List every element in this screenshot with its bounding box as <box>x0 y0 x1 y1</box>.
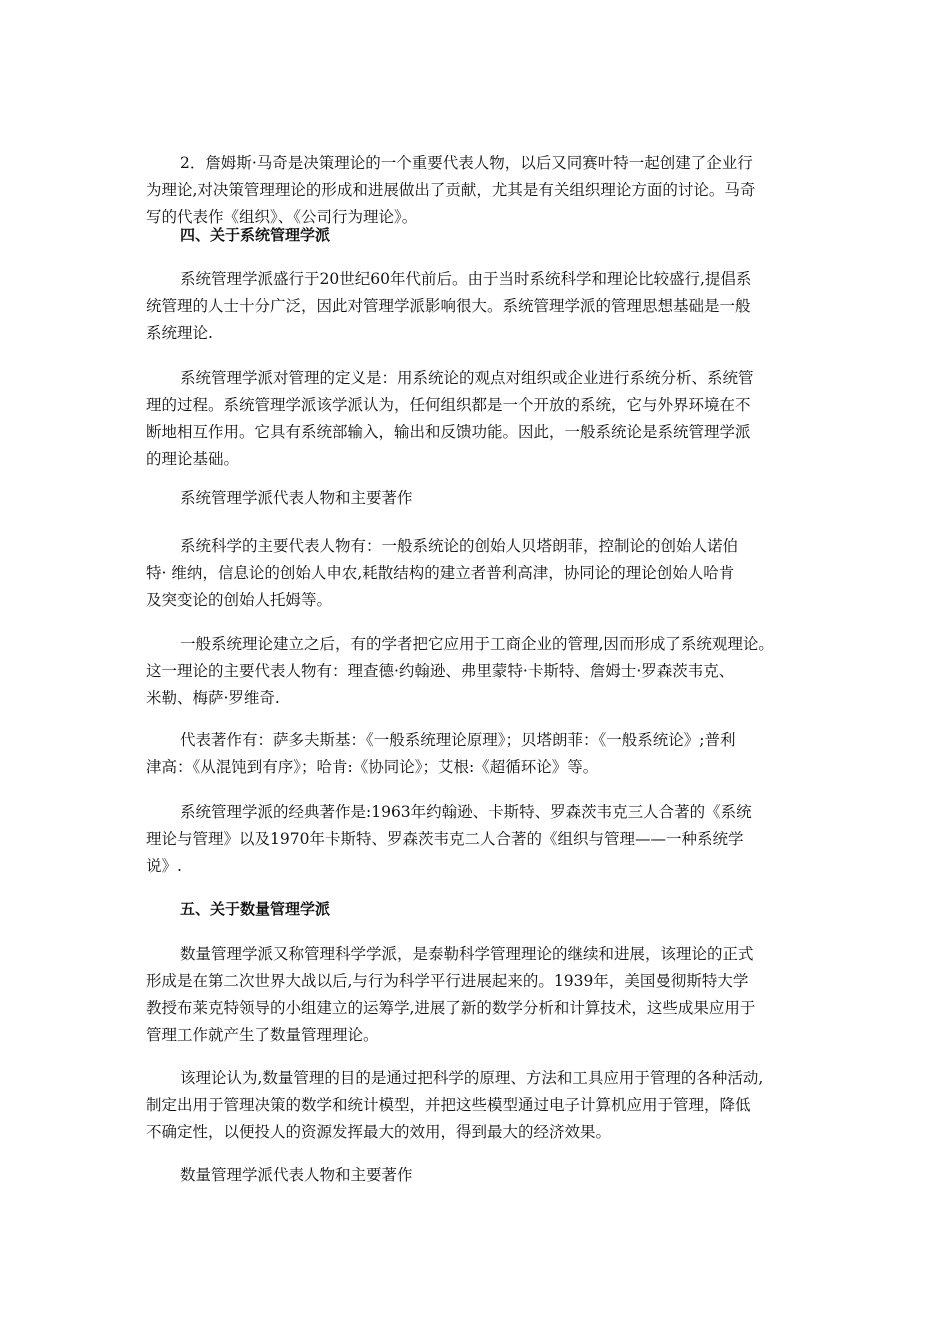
text-line: 系统科学的主要代表人物有：一般系统论的创始人贝塔朗菲，控制论的创始人诺伯 <box>180 537 739 555</box>
paragraph-system-definition <box>146 365 816 473</box>
text-line: 统管理的人士十分广泛，因此对管理学派影响很大。系统管理学派的管理思想基础是一般 <box>146 297 751 315</box>
paragraph-system-science-people <box>146 533 816 614</box>
text-line: 理论与管理》以及1970年卡斯特、罗森茨韦克二人合著的《组织与管理——一种系统学 <box>146 830 744 848</box>
text-line: 2．詹姆斯·马奇是决策理论的一个重要代表人物，以后又同赛叶特一起创建了企业行 <box>180 154 753 172</box>
paragraph-quantitative-intro <box>146 941 816 1049</box>
text-line: 理的过程。系统管理学派该学派认为，任何组织都是一个开放的系统，它与外界环境在不 <box>146 396 751 414</box>
paragraph-representative-works <box>146 727 816 781</box>
text-line: 系统理论. <box>146 324 213 342</box>
text-line: 说》. <box>146 857 182 875</box>
text-line: 断地相互作用。它具有系统部输入，输出和反馈功能。因此，一般系统论是系统管理学派 <box>146 423 751 441</box>
text-line: 不确定性，以便投人的资源发挥最大的效用，得到最大的经济效果。 <box>146 1123 612 1141</box>
text-line: 该理论认为,数量管理的目的是通过把科学的原理、方法和工具应用于管理的各种活动, <box>180 1069 764 1087</box>
text-line: 米勒、梅萨·罗维奇. <box>146 689 280 707</box>
paragraph-general-system-theory <box>146 631 816 712</box>
paragraph-system-people-title <box>146 485 816 512</box>
text-line: 这一理论的主要代表人物有：理查德·约翰逊、弗里蒙特·卡斯特、詹姆士·罗森茨韦克、 <box>146 662 735 680</box>
text-line: 特· 维纳，信息论的创始人申农,耗散结构的建立者普利高津，协同论的理论创始人哈肯 <box>146 564 735 582</box>
text-line: 形成是在第二次世界大战以后,与行为科学平行进展起来的。1939年，美国曼彻斯特大学 <box>146 972 749 990</box>
section-heading-4 <box>146 222 816 249</box>
paragraph-quantitative-people-title <box>146 1162 816 1189</box>
text-line: 系统管理学派的经典著作是:1963年约翰逊、卡斯特、罗森茨韦克三人合著的《系统 <box>180 803 752 821</box>
paragraph-quantitative-theory <box>146 1065 816 1146</box>
text-line: 的理论基础。 <box>146 450 240 468</box>
text-line: 及突变论的创始人托姆等。 <box>146 591 333 609</box>
text-line: 数量管理学派代表人物和主要著作 <box>180 1166 413 1184</box>
text-line: 制定出用于管理决策的数学和统计模型，并把这些模型通过电子计算机应用于管理，降低 <box>146 1096 751 1114</box>
text-line: 管理工作就产生了数量管理理论。 <box>146 1026 379 1044</box>
text-line: 系统管理学派代表人物和主要著作 <box>180 489 413 507</box>
text-line: 一般系统理论建立之后，有的学者把它应用于工商企业的管理,因而形成了系统观理论。 <box>180 635 774 653</box>
paragraph-system-intro <box>146 266 816 347</box>
paragraph-classic-works <box>146 799 816 880</box>
text-line: 教授布莱克特领导的小组建立的运筹学,进展了新的数学分析和计算技术，这些成果应用于 <box>146 999 756 1017</box>
text-line: 津高：《从混饨到有序》；哈肯:《协同论》；艾根:《超循环论》等。 <box>146 758 599 776</box>
text-line: 数量管理学派又称管理科学学派，是泰勒科学管理理论的继续和进展，该理论的正式 <box>180 945 754 963</box>
text-line: 代表著作有：萨多夫斯基：《一般系统理论原理》；贝塔朗菲：《一般系统论》;普利 <box>180 731 736 749</box>
paragraph-march <box>146 150 816 231</box>
section-heading-5 <box>146 896 816 923</box>
text-line: 系统管理学派盛行于20世纪60年代前后。由于当时系统科学和理论比较盛行,提倡系 <box>180 270 752 288</box>
text-line: 写的代表作《组织》、《公司行为理论》。 <box>146 208 418 226</box>
text-line: 为理论,对决策管理理论的形成和进展做出了贡献，尤其是有关组织理论方面的讨论。马奇 <box>146 181 756 199</box>
section-heading-text: 五、关于数量管理学派 <box>180 900 331 918</box>
section-heading-text: 四、关于系统管理学派 <box>180 226 331 244</box>
text-line: 系统管理学派对管理的定义是：用系统论的观点对组织或企业进行系统分析、系统管 <box>180 369 754 387</box>
